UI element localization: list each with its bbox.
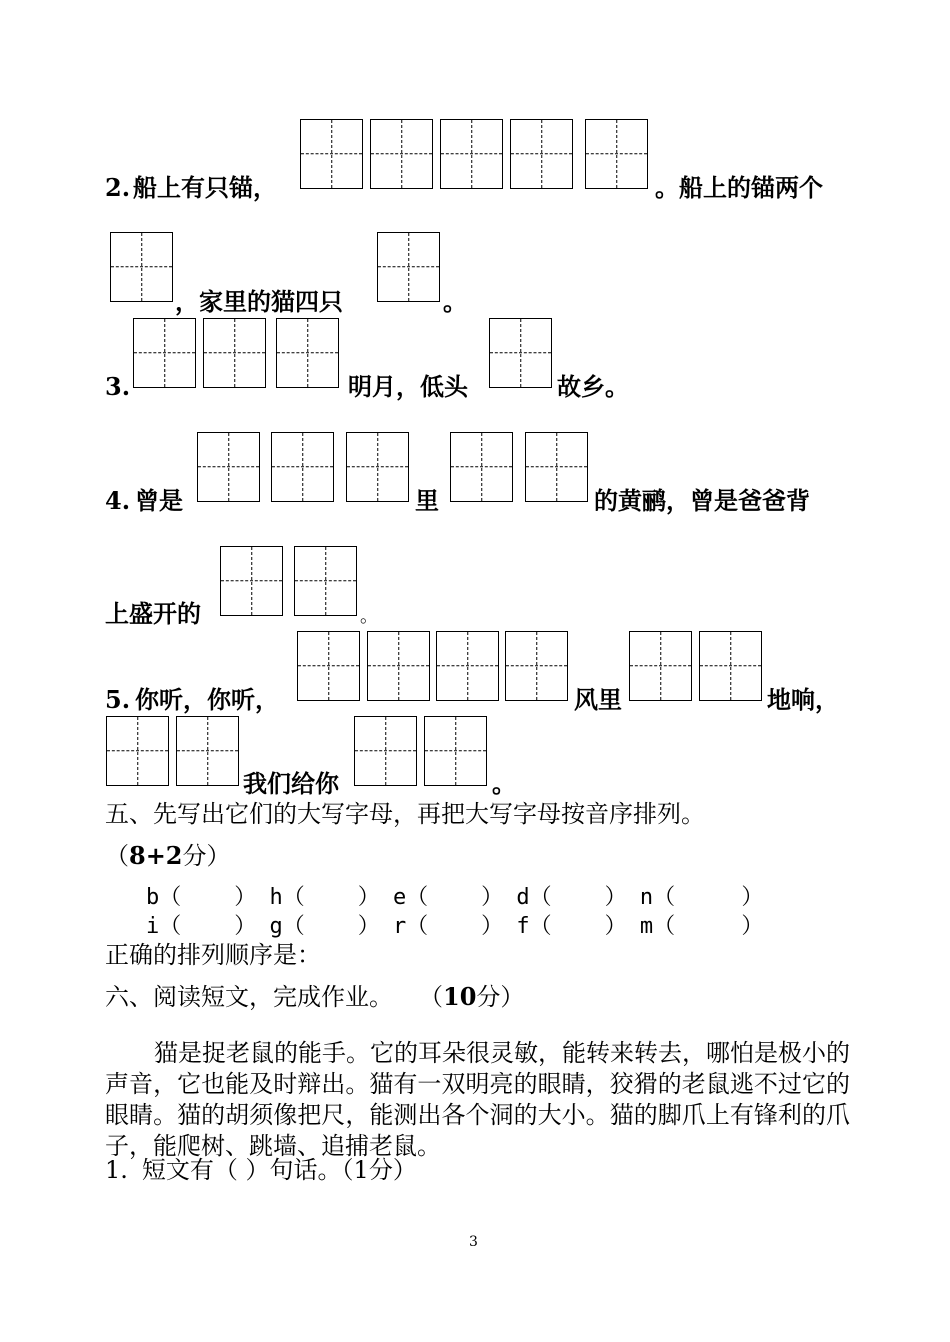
q5-text-b: 风里: [574, 685, 622, 714]
score-open-paren: （: [105, 842, 129, 870]
char-box[interactable]: [450, 432, 513, 502]
page-number: 3: [469, 1234, 478, 1250]
char-box[interactable]: [300, 119, 363, 189]
char-box[interactable]: [276, 318, 339, 388]
q1-number: 1.: [105, 1156, 128, 1184]
char-box[interactable]: [489, 318, 552, 388]
q2-text-c: ，家里的猫四只: [175, 287, 343, 316]
q2-text-b: 。船上的锚两个: [655, 173, 823, 202]
char-box[interactable]: [110, 232, 173, 302]
char-box[interactable]: [699, 631, 762, 701]
char-box[interactable]: [370, 119, 433, 189]
char-box[interactable]: [354, 716, 417, 786]
char-box[interactable]: [505, 631, 568, 701]
reading-q1: [105, 1156, 417, 1184]
char-box[interactable]: [436, 631, 499, 701]
q5-text-e: 。: [492, 769, 516, 798]
char-box[interactable]: [585, 119, 648, 189]
order-label: 正确的排列顺序是：: [105, 941, 321, 969]
char-box[interactable]: [294, 546, 357, 616]
char-box[interactable]: [297, 631, 360, 701]
char-box[interactable]: [440, 119, 503, 189]
section6-title-text: 六、阅读短文，完成作业。: [105, 983, 393, 1011]
section5-title: 五、先写出它们的大写字母，再把大写字母按音序排列。: [105, 800, 705, 828]
char-box[interactable]: [197, 432, 260, 502]
q3-text-a: 明月，低头: [348, 372, 468, 401]
char-box[interactable]: [510, 119, 573, 189]
char-box[interactable]: [106, 716, 169, 786]
q4-text-c: 的黄鹂，曾是爸爸背: [594, 486, 810, 515]
char-box[interactable]: [367, 631, 430, 701]
char-box[interactable]: [203, 318, 266, 388]
q4-text-d: 上盛开的: [105, 599, 201, 628]
q5-text-a: 你听，你听，: [135, 685, 279, 714]
q4-text-e: 。: [360, 606, 378, 627]
q5-text-c: 地响，: [767, 685, 839, 714]
char-box[interactable]: [377, 232, 440, 302]
letters-row-1: b（ ） h（ ） e（ ） d（ ） n（ ）: [146, 885, 764, 910]
q4-text-a: 曾是: [135, 486, 183, 515]
score-value: 8+2: [129, 841, 183, 870]
section5-score: [105, 842, 231, 870]
q3-number: 3.: [105, 372, 131, 401]
q2-number: 2.: [105, 173, 131, 202]
q2-text-d: 。: [443, 287, 467, 316]
char-box[interactable]: [133, 318, 196, 388]
section6-title: [105, 983, 524, 1011]
char-box[interactable]: [629, 631, 692, 701]
q3-text-b: 故乡。: [557, 372, 629, 401]
char-box[interactable]: [346, 432, 409, 502]
q5-text-d: 我们给你: [243, 769, 339, 798]
char-box[interactable]: [424, 716, 487, 786]
score-close: 分）: [182, 842, 231, 870]
score-close: 分）: [476, 983, 525, 1011]
letters-row-2: i（ ） g（ ） r（ ） f（ ） m（ ）: [146, 914, 764, 939]
char-box[interactable]: [176, 716, 239, 786]
score-value: 10: [443, 982, 477, 1011]
reading-passage: 猫是捉老鼠的能手。它的耳朵很灵敏，能转来转去，哪怕是极小的声音，它也能及时辩出。猫有一双明亮的眼睛，狡猾的老鼠逃不过它的眼睛。猫的胡须像把尺，能测出各个洞的大小。猫的脚爪上有锋利的爪子，能爬树、跳墙、追捕老鼠。: [105, 1039, 850, 1160]
q5-number: 5.: [105, 685, 131, 714]
char-box[interactable]: [220, 546, 283, 616]
q4-number: 4.: [105, 486, 131, 515]
char-box[interactable]: [525, 432, 588, 502]
q4-text-b: 里: [415, 486, 439, 515]
q2-text-a: 船上有只锚，: [133, 173, 277, 202]
q1-score: （1分）: [341, 1156, 417, 1184]
score-open-paren: （: [419, 983, 443, 1011]
char-box[interactable]: [271, 432, 334, 502]
q1-text: 短文有（ ）句话。: [141, 1156, 342, 1184]
